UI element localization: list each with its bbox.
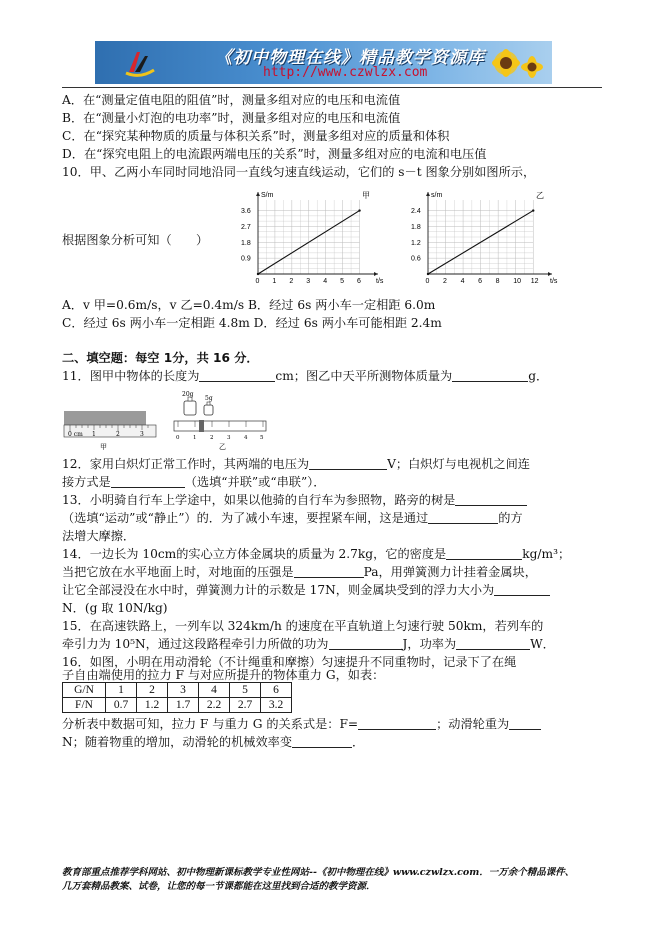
q9-option-c: C．在“探究某种物质的质量与体积关系”时，测量多组对应的质量和体积 <box>62 129 450 143</box>
x-axis-arrow <box>548 272 552 276</box>
q16-blank-pulley-weight[interactable] <box>509 717 541 730</box>
q15-line-1: 15．在高速铁路上，一列车以 324km/h 的速度在平直轨道上匀速行驶 50km，若列车的 <box>62 619 544 633</box>
q13-text-3: 的方 <box>498 511 523 525</box>
table-cell: 1.2 <box>137 698 168 713</box>
data-point <box>358 209 360 211</box>
chart-jia-svg <box>222 186 392 290</box>
chart-yi-svg <box>392 186 564 290</box>
ruler-tick-3: 3 <box>140 431 144 438</box>
force-weight-table <box>62 682 292 713</box>
weight-5g <box>204 405 213 415</box>
weight-20g <box>184 401 196 415</box>
y-tick-label: 1.2 <box>411 239 421 247</box>
x-axis-arrow <box>374 272 378 276</box>
q14-line-4: N．(g 取 10N/kg) <box>62 601 168 615</box>
table-row-g <box>63 683 292 698</box>
table-cell: 1 <box>106 683 137 698</box>
x-tick-label: 3 <box>306 278 311 285</box>
q12-blank-voltage[interactable] <box>309 457 387 470</box>
table-row-f <box>63 698 292 713</box>
scale-tick-5: 5 <box>260 435 264 441</box>
q14-text-3: 当把它放在水平地面上时，对地面的压强是 <box>62 565 294 579</box>
header-banner <box>95 41 552 84</box>
q16-text-4: ． <box>352 735 365 749</box>
y-tick-label: 2.4 <box>411 208 421 216</box>
q14-blank-pressure[interactable] <box>294 565 364 578</box>
q16-line-1: 16．如图，小明在用动滑轮（不计绳重和摩擦）匀速提升不同重物时，记录下了在绳 <box>62 655 517 669</box>
q11-blank-mass[interactable] <box>452 369 528 382</box>
y-axis-label: s/m <box>431 192 443 199</box>
data-point <box>532 209 534 211</box>
scale-tick-1: 1 <box>193 435 197 441</box>
q12-text-2: V；白炽灯与电视机之间连 <box>387 457 530 471</box>
q13-blank-method[interactable] <box>428 511 498 524</box>
q14-text-4: Pa，用弹簧测力计挂着金属块， <box>363 565 537 579</box>
y-tick-label: 1.8 <box>411 223 421 231</box>
x-tick-label: 2 <box>289 278 294 285</box>
header-divider <box>62 87 602 88</box>
q13-text-2: （选填“运动”或“静止”）的．为了减小车速，要捏紧车闸，这是通过 <box>62 511 429 525</box>
q16-text-2: ；动滑轮重为 <box>436 717 510 731</box>
section-heading: 二、填空题：每空 1分，共 16 分． <box>62 351 259 365</box>
measured-block <box>64 411 146 425</box>
rider <box>199 420 204 432</box>
y-tick-label: 2.7 <box>241 223 251 231</box>
banner-url[interactable]: http://www.czwlzx.com <box>263 65 428 80</box>
weight-20g-label: 20g <box>182 391 194 398</box>
footer-line-2: 几万套精品教案、试卷，让您的每一节课都能在这里找到合适的教学资源． <box>62 881 376 892</box>
table-cell: 1.7 <box>168 698 199 713</box>
q11-text-1: 11．图甲中物体的长度为 <box>62 369 200 383</box>
q13-line-1 <box>62 492 527 508</box>
q14-text-2: kg/m³； <box>522 547 571 561</box>
q15-blank-power[interactable] <box>456 637 530 650</box>
x-tick-label: 0 <box>425 278 430 285</box>
q10-analysis: 根据图象分析可知（ ） <box>62 233 209 247</box>
q12-blank-connection[interactable] <box>111 475 185 488</box>
page-footer <box>62 866 602 894</box>
q16-blank-efficiency[interactable] <box>292 735 352 748</box>
x-tick-label: 4 <box>460 278 465 285</box>
q13-blank-motion[interactable] <box>455 493 527 506</box>
scale-tick-4: 4 <box>244 435 248 441</box>
x-tick-label: 8 <box>495 278 500 285</box>
table-cell: 4 <box>199 683 230 698</box>
x-tick-label: 6 <box>357 278 361 285</box>
y-tick-label: 0.9 <box>241 255 251 263</box>
x-axis-label: t/s <box>376 278 384 285</box>
x-tick-label: 0 <box>255 278 260 285</box>
data-point <box>427 273 429 275</box>
table-cell: 2.2 <box>199 698 230 713</box>
banner-title: 《初中物理在线》精品教学资源库 <box>215 48 485 68</box>
table-cell: 3 <box>168 683 199 698</box>
q16-text-3: N；随着物重的增加，动滑轮的机械效率变 <box>62 735 293 749</box>
ruler-tick-2: 2 <box>116 431 120 438</box>
table-cell: 0.7 <box>106 698 137 713</box>
q14-line-3 <box>62 582 550 598</box>
q9-option-b: B．在“测量小灯泡的电功率”时，测量多组对应的电压和电流值 <box>62 111 401 125</box>
q11-text-3: g． <box>528 369 549 383</box>
x-tick-label: 12 <box>530 278 539 285</box>
q10-option-ab: A．v 甲=0.6m/s，v 乙=0.4m/s B．经过 6s 两小车一定相距 6.0m <box>62 298 436 312</box>
x-tick-label: 5 <box>340 278 345 285</box>
q16-line-4 <box>62 734 364 750</box>
y-axis-label: S/m <box>261 192 274 199</box>
table-cell: 2 <box>137 683 168 698</box>
y-axis-arrow <box>256 192 260 196</box>
q15-line-2 <box>62 636 555 652</box>
x-tick-label: 10 <box>513 278 521 285</box>
table-header-f: F/N <box>63 698 106 713</box>
q14-text-1: 14．一边长为 10cm的实心立方体金属块的质量为 2.7kg，它的密度是 <box>62 547 447 561</box>
sunflower-icon <box>486 43 546 83</box>
q12-line-1 <box>62 456 530 472</box>
table-cell: 6 <box>261 683 292 698</box>
q16-text-1: 分析表中数据可知，拉力 F 与重力 G 的关系式是：F= <box>62 717 359 731</box>
scale-tick-0: 0 <box>176 435 180 441</box>
q9-option-a: A．在“测量定值电阻的阻值”时，测量多组对应的电压和电流值 <box>62 93 401 107</box>
q15-blank-work[interactable] <box>329 637 403 650</box>
x-axis-label: t/s <box>550 278 558 285</box>
x-tick-label: 4 <box>323 278 328 285</box>
x-tick-label: 6 <box>478 278 483 285</box>
x-tick-label: 1 <box>272 278 277 285</box>
table-cell: 5 <box>230 683 261 698</box>
chart-yi <box>392 186 564 290</box>
y-tick-label: 1.8 <box>241 239 251 247</box>
q11-figure <box>62 389 267 451</box>
data-point <box>257 273 259 275</box>
q14-text-5: 让它全部浸没在水中时，弹簧测力计的示数是 17N，则金属块受到的浮力大小为 <box>62 583 495 597</box>
table-cell: 3.2 <box>261 698 292 713</box>
q12-text-3: 接方式是 <box>62 475 111 489</box>
chart-jia <box>222 186 392 290</box>
q11-line <box>62 368 548 384</box>
q12-line-2 <box>62 474 325 490</box>
weight-5g-label: 5g <box>205 395 213 402</box>
y-axis-arrow <box>426 192 430 196</box>
q10-stem: 10．甲、乙两小车同时同地沿同一直线匀速直线运动，它们的 s－t 图象分别如图所示， <box>62 165 536 179</box>
q14-blank-buoyancy[interactable] <box>494 583 550 596</box>
chart-grid <box>258 200 360 274</box>
q12-text-4: （选填“并联”或“串联”）． <box>184 475 326 489</box>
table-header-g: G/N <box>63 683 106 698</box>
balance-scale <box>174 421 266 431</box>
q14-line-2 <box>62 564 537 580</box>
q10-option-cd: C．经过 6s 两小车一定相距 4.8m D．经过 6s 两小车可能相距 2.4m <box>62 316 442 330</box>
series-label: 乙 <box>536 191 544 200</box>
fig-label-jia: 甲 <box>100 443 107 451</box>
ruler-unit: 0 cm <box>68 431 83 438</box>
q11-text-2: cm；图乙中天平所测物体质量为 <box>275 369 453 383</box>
q16-line-3 <box>62 716 541 732</box>
q12-text-1: 12．家用白炽灯正常工作时，其两端的电压为 <box>62 457 310 471</box>
q15-text-3: W． <box>530 637 555 651</box>
y-tick-label: 0.6 <box>411 255 421 263</box>
q9-option-d: D．在“探究电阻上的电流跟两端电压的关系”时，测量多组对应的电流和电压值 <box>62 147 487 161</box>
chart-grid <box>428 200 533 274</box>
q15-text-1: 牵引力为 10⁵N，通过这段路程牵引力所做的功为 <box>62 637 329 651</box>
site-logo-icon <box>123 46 157 80</box>
footer-line-1: 教育部重点推荐学科网站、初中物理新课标教学专业性网站--《初中物理在线》www.czwlzx.com．一万余个精品课件、 <box>62 867 575 878</box>
ruler-tick-1: 1 <box>92 431 96 438</box>
q16-blank-formula[interactable] <box>358 717 436 730</box>
q13-text-1: 13．小明骑自行车上学途中，如果以他骑的自行车为参照物，路旁的树是 <box>62 493 456 507</box>
q14-blank-density[interactable] <box>446 547 522 560</box>
table-cell: 2.7 <box>230 698 261 713</box>
q11-blank-length[interactable] <box>199 369 275 382</box>
y-tick-label: 3.6 <box>241 208 251 216</box>
x-tick-label: 2 <box>443 278 447 285</box>
q14-line-1 <box>62 546 570 562</box>
fig-label-yi: 乙 <box>219 443 226 451</box>
q13-line-3: 法增大摩擦． <box>62 529 136 543</box>
q15-text-2: J，功率为 <box>402 637 457 651</box>
scale-tick-2: 2 <box>210 435 214 441</box>
scale-tick-3: 3 <box>227 435 231 441</box>
series-label: 甲 <box>362 191 370 200</box>
q16-line-2: 子自由端使用的拉力 F 与对应所提升的物体重力 G，如表： <box>62 668 385 682</box>
q13-line-2 <box>62 510 523 526</box>
